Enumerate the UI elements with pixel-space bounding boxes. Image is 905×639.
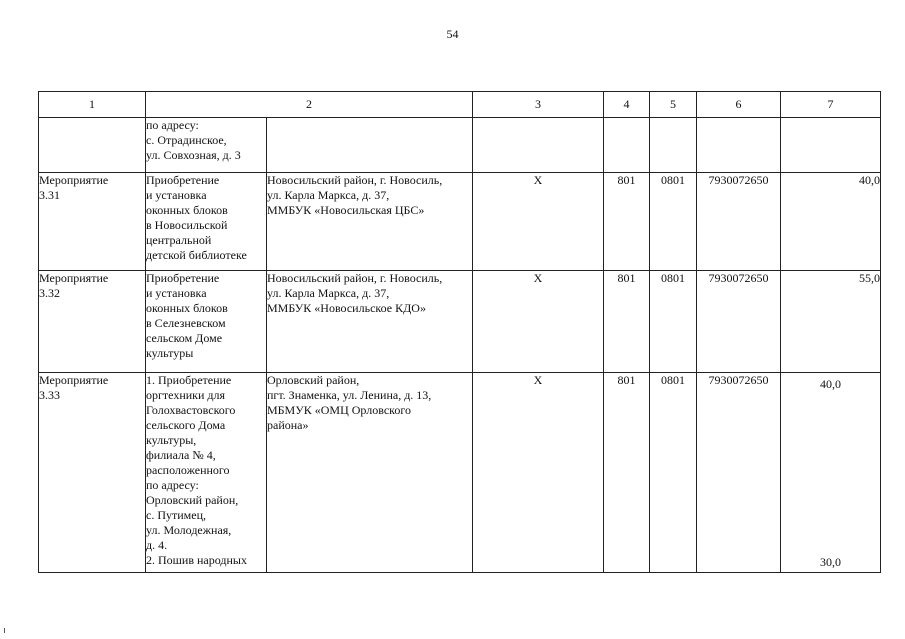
executor-line: МБМУК «ОМЦ Орловского xyxy=(267,403,411,417)
col6-cell: 7930072650 xyxy=(697,173,781,271)
col5-cell: 0801 xyxy=(650,373,697,573)
event-desc-cell xyxy=(146,271,267,373)
event-label-line: Мероприятие xyxy=(39,373,109,387)
event-desc-cell xyxy=(146,373,267,573)
event-desc-line: ул. Молодежная, xyxy=(146,523,232,537)
col4-cell: 801 xyxy=(604,173,650,271)
event-label-cell xyxy=(39,373,146,573)
table-row-3-32 xyxy=(39,271,881,373)
event-label-line: Мероприятие xyxy=(39,271,109,285)
header-col-1: 1 xyxy=(39,92,146,118)
executor-line: ММБУК «Новосильская ЦБС» xyxy=(267,203,425,217)
table-row-continuation xyxy=(39,118,881,173)
event-desc-line: 2. Пошив народных xyxy=(146,553,247,567)
event-label-line: 3.32 xyxy=(39,286,60,300)
executor-line: Орловский район, xyxy=(267,373,360,387)
executor-line: Новосильский район, г. Новосиль, xyxy=(267,271,443,285)
executor-cell xyxy=(267,173,473,271)
cont-desc-cell xyxy=(146,118,267,173)
event-desc-line: сельском Доме xyxy=(146,331,223,345)
amount-stack xyxy=(781,373,880,572)
cont-exec-cell xyxy=(267,118,473,173)
event-label-line: Мероприятие xyxy=(39,173,109,187)
event-desc-line: с. Путимец, xyxy=(146,508,206,522)
executor-line: ул. Карла Маркса, д. 37, xyxy=(267,286,390,300)
event-desc-line: сельского Дома xyxy=(146,418,226,432)
event-desc-line: в Селезневском xyxy=(146,316,226,330)
event-desc-line: Приобретение xyxy=(146,271,220,285)
col4-cell: 801 xyxy=(604,373,650,573)
col5-cell: 0801 xyxy=(650,173,697,271)
event-label-line: 3.33 xyxy=(39,388,60,402)
amount-first: 40,0 xyxy=(820,377,841,391)
amount-cell xyxy=(781,373,881,573)
header-col-3: 3 xyxy=(473,92,604,118)
amount-cell: 40,0 xyxy=(781,173,881,271)
amount-cell: 55,0 xyxy=(781,271,881,373)
scan-edge-mark xyxy=(4,628,5,633)
cont-col4-cell xyxy=(604,118,650,173)
col5-cell: 0801 xyxy=(650,271,697,373)
executor-line: ул. Карла Маркса, д. 37, xyxy=(267,188,390,202)
cont-col5-cell xyxy=(650,118,697,173)
cont-col3-cell xyxy=(473,118,604,173)
executor-cell xyxy=(267,271,473,373)
cont-col7-cell xyxy=(781,118,881,173)
event-label-line: 3.31 xyxy=(39,188,60,202)
event-desc-line: культуры xyxy=(146,346,194,360)
header-col-5: 5 xyxy=(650,92,697,118)
budget-table xyxy=(38,91,881,573)
executor-cell xyxy=(267,373,473,573)
event-desc-line: Орловский район, xyxy=(146,493,239,507)
event-desc-line: культуры, xyxy=(146,433,197,447)
header-col-6: 6 xyxy=(697,92,781,118)
table-row-3-31 xyxy=(39,173,881,271)
page-number: 54 xyxy=(446,27,459,41)
executor-line: Новосильский район, г. Новосиль, xyxy=(267,173,443,187)
event-desc-line: и установка xyxy=(146,188,207,202)
executor-line: района» xyxy=(267,418,309,432)
header-col-2: 2 xyxy=(146,92,473,118)
event-label-cell xyxy=(39,271,146,373)
cont-col6-cell xyxy=(697,118,781,173)
table-row-3-33 xyxy=(39,373,881,573)
amount-second: 30,0 xyxy=(820,555,841,569)
event-desc-line: Приобретение xyxy=(146,173,220,187)
cont-desc-line: по адресу: xyxy=(146,118,199,132)
cont-desc-line: ул. Совхозная, д. 3 xyxy=(146,148,241,162)
event-desc-line: 1. Приобретение xyxy=(146,373,232,387)
header-col-4: 4 xyxy=(604,92,650,118)
col6-cell: 7930072650 xyxy=(697,271,781,373)
event-desc-line: оргтехники для xyxy=(146,388,226,402)
event-label-cell xyxy=(39,173,146,271)
event-desc-line: д. 4. xyxy=(146,538,168,552)
cont-desc-line: с. Отрадинское, xyxy=(146,133,227,147)
executor-line: ММБУК «Новосильское КДО» xyxy=(267,301,426,315)
header-col-7: 7 xyxy=(781,92,881,118)
event-desc-line: расположенного xyxy=(146,463,230,477)
event-desc-line: детской библиотеке xyxy=(146,248,247,262)
col6-cell: 7930072650 xyxy=(697,373,781,573)
col3-cell: Х xyxy=(473,173,604,271)
header-row xyxy=(39,92,881,118)
col4-cell: 801 xyxy=(604,271,650,373)
executor-line: пгт. Знаменка, ул. Ленина, д. 13, xyxy=(267,388,432,402)
col3-cell: Х xyxy=(473,271,604,373)
event-desc-line: по адресу: xyxy=(146,478,199,492)
col3-cell: Х xyxy=(473,373,604,573)
cont-label-cell xyxy=(39,118,146,173)
event-desc-line: в Новосильской xyxy=(146,218,228,232)
event-desc-line: оконных блоков xyxy=(146,301,228,315)
event-desc-line: оконных блоков xyxy=(146,203,228,217)
event-desc-line: Голохвастовского xyxy=(146,403,236,417)
event-desc-line: центральной xyxy=(146,233,212,247)
event-desc-line: и установка xyxy=(146,286,207,300)
event-desc-line: филиала № 4, xyxy=(146,448,216,462)
event-desc-cell xyxy=(146,173,267,271)
